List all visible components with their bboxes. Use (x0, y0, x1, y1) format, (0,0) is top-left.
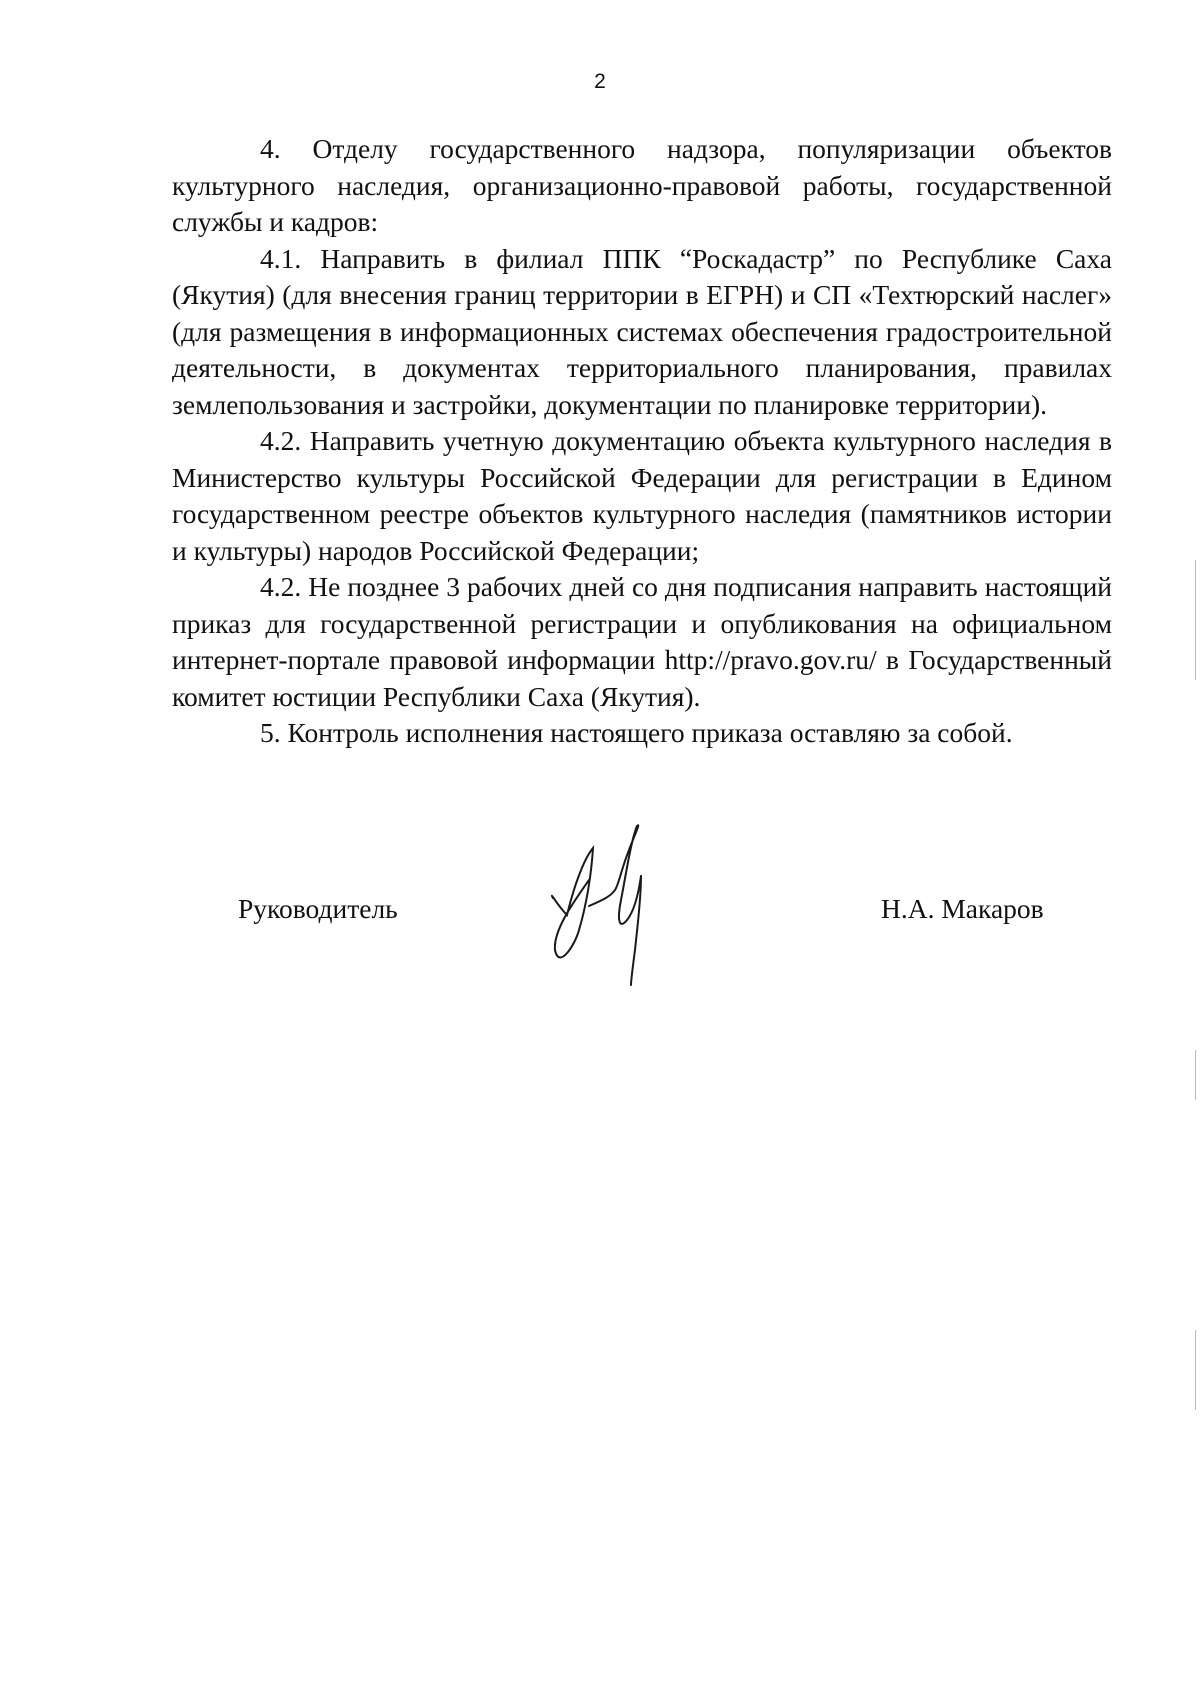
paragraph-4-2-publication: 4.2. Не позднее 3 рабочих дней со дня подписания направить настоящий приказ для государственной регистрации и опубликования на официальном интернет-портале правовой информации http://pravo.gov.ru/ в Государственный комитет юстиции Республики Саха (Якутия). (172, 571, 1112, 712)
paragraph-4-2-registry: 4.2. Направить учетную документацию объекта культурного наследия в Министерство культуры Российской Федерации для регистрации в Едином государственном реестре объектов культурного наследия (памятников истории и культуры) народов Российской Федерации; (172, 425, 1112, 566)
page-number: 2 (594, 70, 606, 93)
signature-stroke-3 (631, 876, 641, 985)
document-body (172, 131, 1112, 752)
handwritten-signature (545, 820, 685, 990)
paragraph-4-1: 4.1. Направить в филиал ППК “Роскадастр” по Республике Саха (Якутия) (для внесения границ территории в ЕГРН) и СП «Техтюрский наслег» (для размещения в информационных системах обеспечения градостроительной деятельности, в документах территориального планирования, правилах землепользования и застройки, документации по планировке территории). (172, 242, 1112, 420)
signature-stroke-2 (589, 825, 641, 924)
scan-margin-mark (1195, 1050, 1196, 1100)
signature-block (0, 820, 1200, 1000)
scan-margin-mark (1195, 560, 1196, 680)
signatory-position: Руководитель (238, 893, 398, 924)
paragraph-5: 5. Контроль исполнения настоящего приказа оставляю за собой. (260, 717, 1013, 748)
paragraph-4: 4. Отделу государственного надзора, популяризации объектов культурного наследия, организационно-правовой работы, государственной службы и кадров: (172, 133, 1112, 237)
scan-margin-mark (1195, 1330, 1196, 1410)
signature-stroke-1 (552, 848, 593, 957)
signatory-name: Н.А. Макаров (881, 893, 1044, 924)
